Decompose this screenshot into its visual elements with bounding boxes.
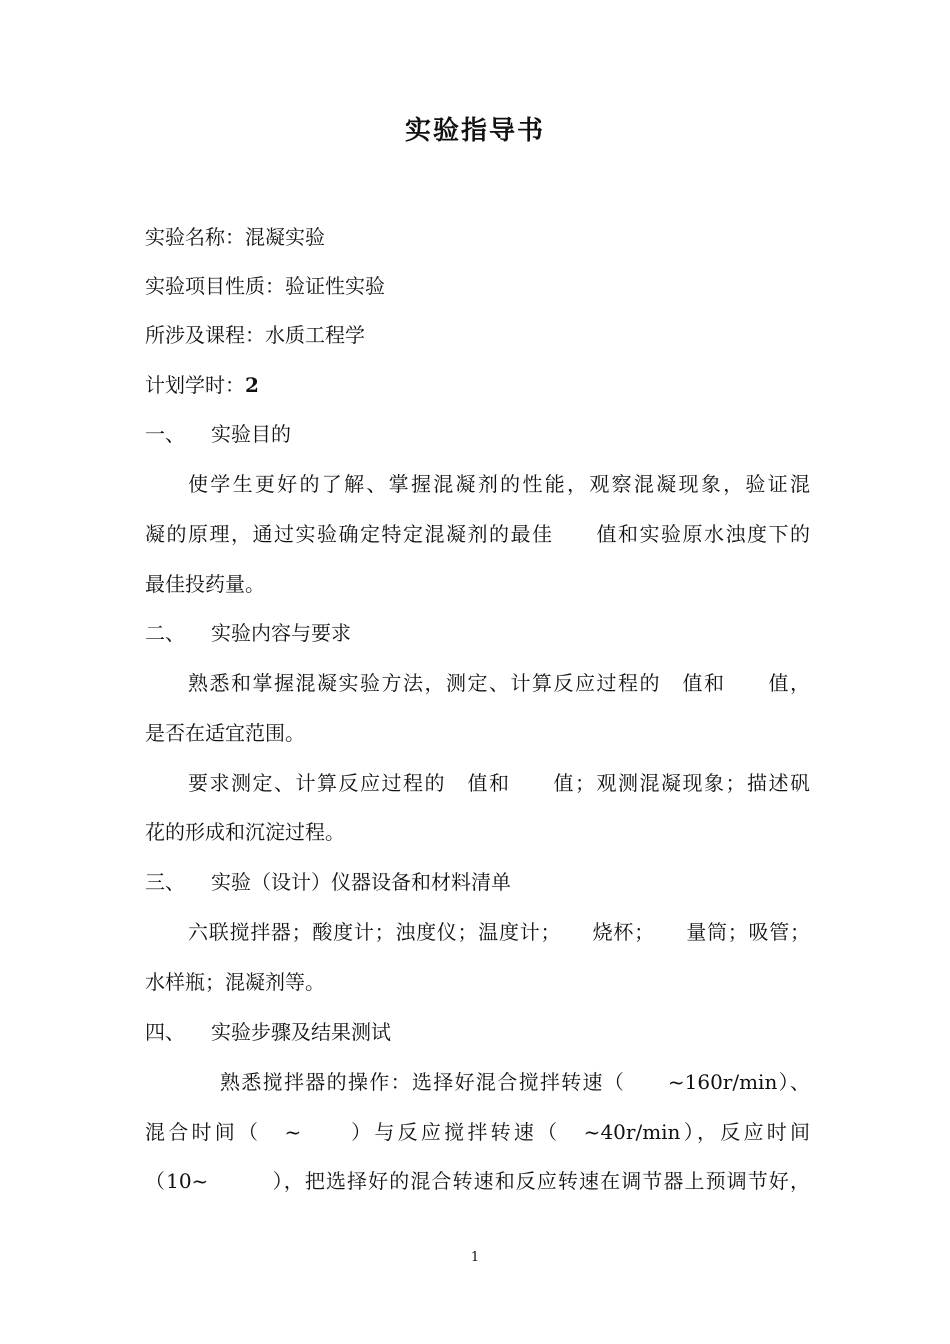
page-number: 1 [470,1250,480,1265]
section-title: 实验（设计）仪器设备和材料清单 [211,870,511,894]
experiment-nature-label: 实验项目性质： [145,274,285,298]
hours-line [145,370,810,400]
paragraph-line: 使学生更好的了解、掌握混凝剂的性能，观察混凝现象，验证混 [188,472,810,496]
course-value: 水质工程学 [265,323,365,347]
paragraph-line: 熟悉和掌握混凝实验方法，测定、计算反应过程的 值和 值， [188,671,810,695]
section-title: 实验目的 [211,422,291,446]
paragraph-line: 要求测定、计算反应过程的 值和 值；观测混凝现象；描述矾 [188,771,810,795]
paragraph-line: 是否在适宜范围。 [145,721,305,745]
paragraph-line: 六联搅拌器；酸度计；浊度仪；温度计； 烧杯； 量筒；吸管； [188,920,810,944]
paragraph-line: 花的形成和沉淀过程。 [145,820,345,844]
paragraph-line: 水样瓶；混凝剂等。 [145,970,325,994]
paragraph-line: 混合时间（ ~ ）与反应搅拌转速（ ~40r/min），反应时间 [145,1120,810,1144]
section-title: 实验内容与要求 [211,621,351,645]
section-heading [145,618,810,648]
experiment-name-label: 实验名称： [145,225,245,249]
section-heading [145,1017,810,1047]
section-number: 三、 [145,870,185,894]
experiment-name-line [145,222,810,252]
experiment-name-value: 混凝实验 [245,225,325,249]
experiment-nature-line [145,271,810,301]
hours-label: 计划学时： [145,373,245,397]
experiment-nature-value: 验证性实验 [285,274,385,298]
section-number: 四、 [145,1020,185,1044]
course-line [145,320,810,350]
course-label: 所涉及课程： [145,323,265,347]
section-title: 实验步骤及结果测试 [211,1020,391,1044]
paragraph-line: 凝的原理，通过实验确定特定混凝剂的最佳 值和实验原水浊度下的 [145,522,810,546]
paragraph-line: （10~ ），把选择好的混合转速和反应转速在调节器上预调节好， [145,1169,810,1193]
section-heading [145,419,810,449]
paragraph-line: 熟悉搅拌器的操作：选择好混合搅拌转速（ ~160r/min）、 [220,1070,810,1094]
section-number: 一、 [145,422,185,446]
document-title: 实验指导书 [404,116,545,146]
paragraph-line: 最佳投药量。 [145,572,265,596]
section-heading [145,867,810,897]
hours-value: 2 [245,373,259,397]
section-number: 二、 [145,621,185,645]
